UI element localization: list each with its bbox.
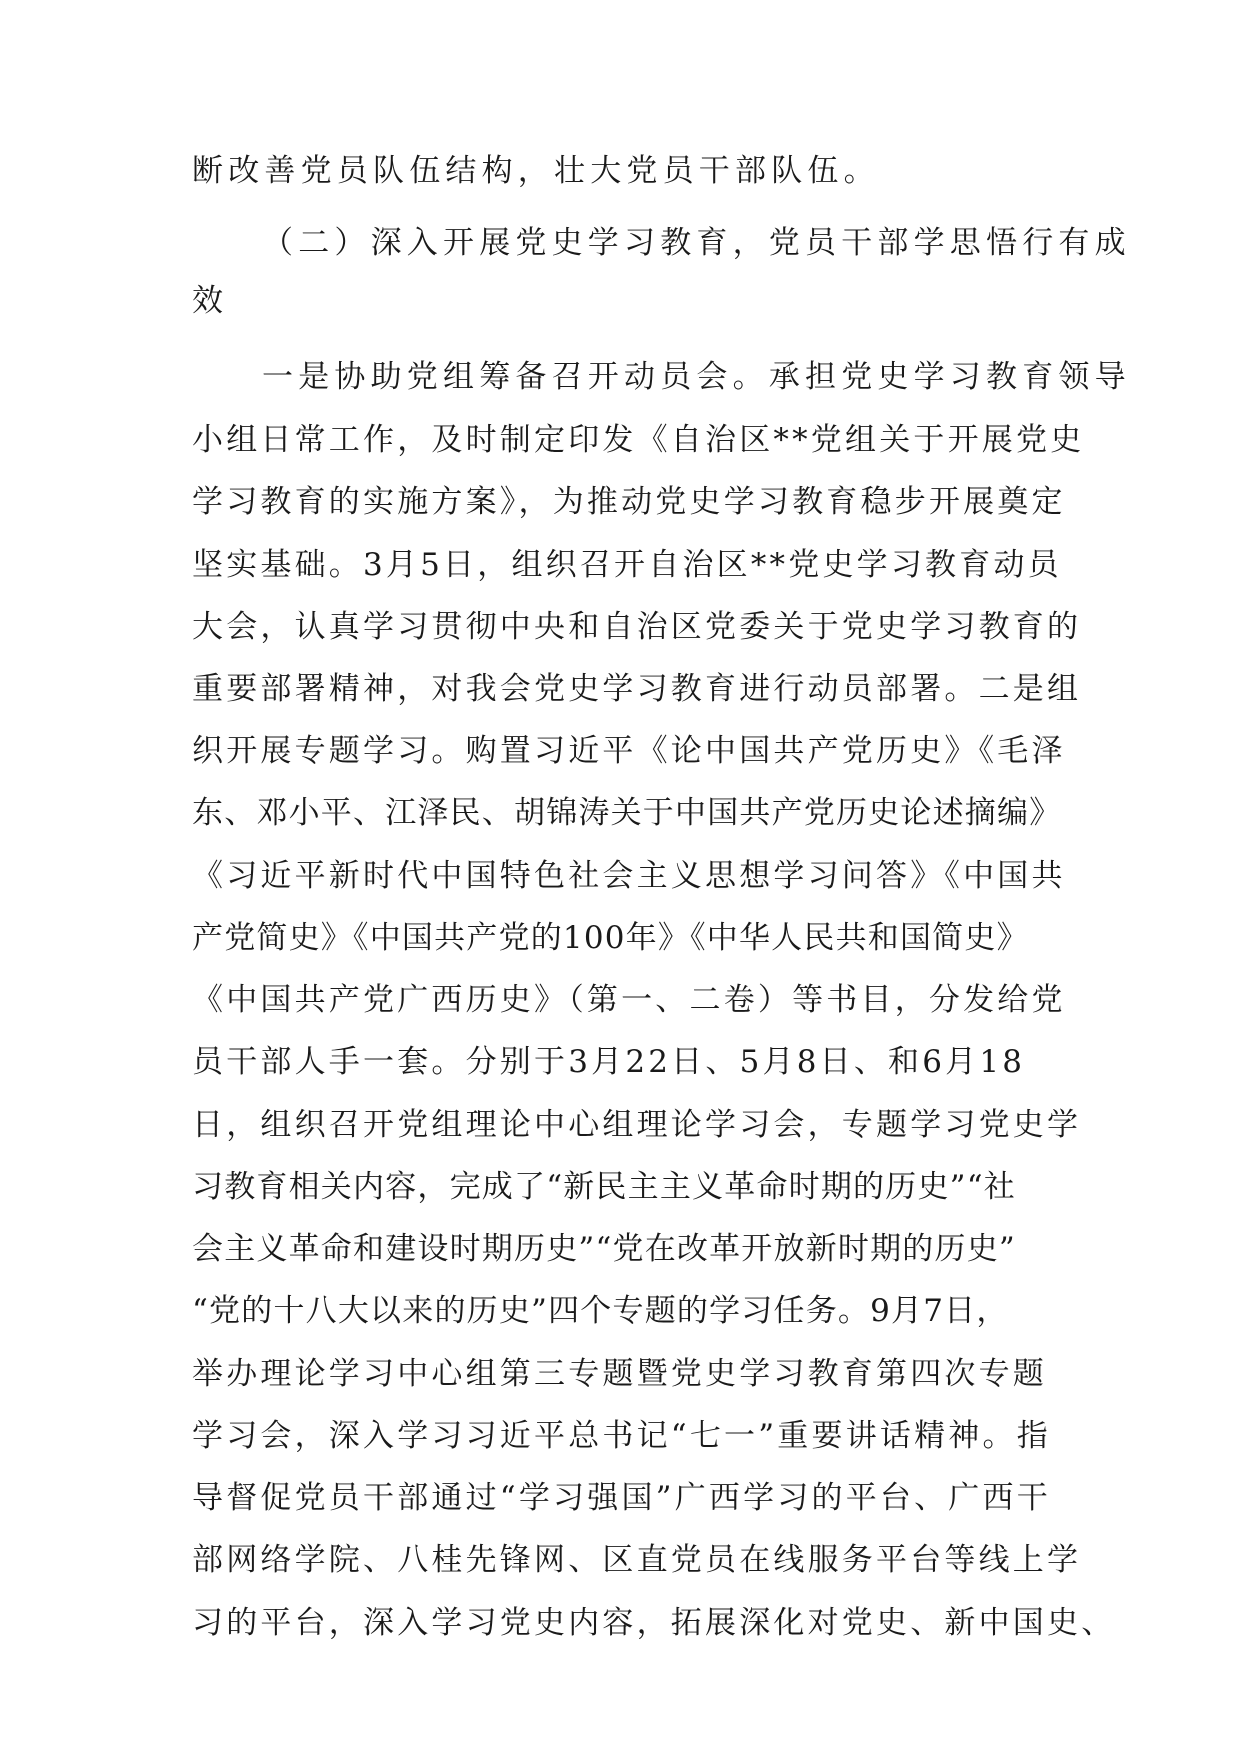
text-line-9: 重要部署精神，对我会党史学习教育进行动员部署。二是组 — [192, 671, 1082, 707]
text-line-5: 小组日常工作，及时制定印发《自治区**党组关于开展党史 — [192, 422, 1085, 458]
text-line-24: 习的平台，深入学习党史内容，拓展深化对党史、新中国史、 — [192, 1605, 1116, 1641]
text-line-23: 部网络学院、八桂先锋网、区直党员在线服务平台等线上学 — [192, 1542, 1082, 1578]
text-line-20: 举办理论学习中心组第三专题暨党史学习教育第四次专题 — [192, 1356, 1047, 1392]
section-heading-line-2: 效 — [192, 283, 229, 319]
text-line-10: 织开展专题学习。购置习近平《论中国共产党历史》《毛泽 — [192, 733, 1066, 769]
section-heading-line-1: （二）深入开展党史学习教育，党员干部学思悟行有成 — [262, 225, 1131, 261]
text-line-6: 学习教育的实施方案》，为推动党史学习教育稳步开展奠定 — [192, 484, 1066, 520]
text-line-7: 坚实基础。3月5日，组织召开自治区**党史学习教育动员 — [192, 547, 1062, 583]
text-line-16: 日，组织召开党组理论中心组理论学习会，专题学习党史学 — [192, 1107, 1082, 1143]
text-line-18: 会主义革命和建设时期历史”“党在改革开放新时期的历史” — [192, 1231, 1016, 1267]
text-line-12: 《习近平新时代中国特色社会主义思想学习问答》《中国共 — [192, 858, 1066, 894]
text-line-13: 产党简史》《中国共产党的100年》《中华人民共和国简史》 — [192, 920, 1029, 956]
text-line-21: 学习会，深入学习习近平总书记“七一”重要讲话精神。指 — [192, 1418, 1051, 1454]
text-line-8: 大会，认真学习贯彻中央和自治区党委关于党史学习教育的 — [192, 609, 1082, 645]
text-line-14: 《中国共产党广西历史》（第一、二卷）等书目，分发给党 — [192, 982, 1066, 1018]
text-line-15: 员干部人手一套。分别于3月22日、5月8日、和6月18 — [192, 1044, 1026, 1080]
text-line-17: 习教育相关内容，完成了“新民主主义革命时期的历史”“社 — [192, 1169, 1016, 1205]
text-line-22: 导督促党员干部通过“学习强国”广西学习的平台、广西干 — [192, 1480, 1051, 1516]
text-line-4: 一是协助党组筹备召开动员会。承担党史学习教育领导 — [262, 359, 1131, 395]
text-line-1: 断改善党员队伍结构，壮大党员干部队伍。 — [192, 153, 880, 189]
text-line-19: “党的十八大以来的历史”四个专题的学习任务。9月7日， — [192, 1293, 1009, 1329]
text-line-11: 东、邓小平、江泽民、胡锦涛关于中国共产党历史论述摘编》 — [192, 795, 1062, 831]
